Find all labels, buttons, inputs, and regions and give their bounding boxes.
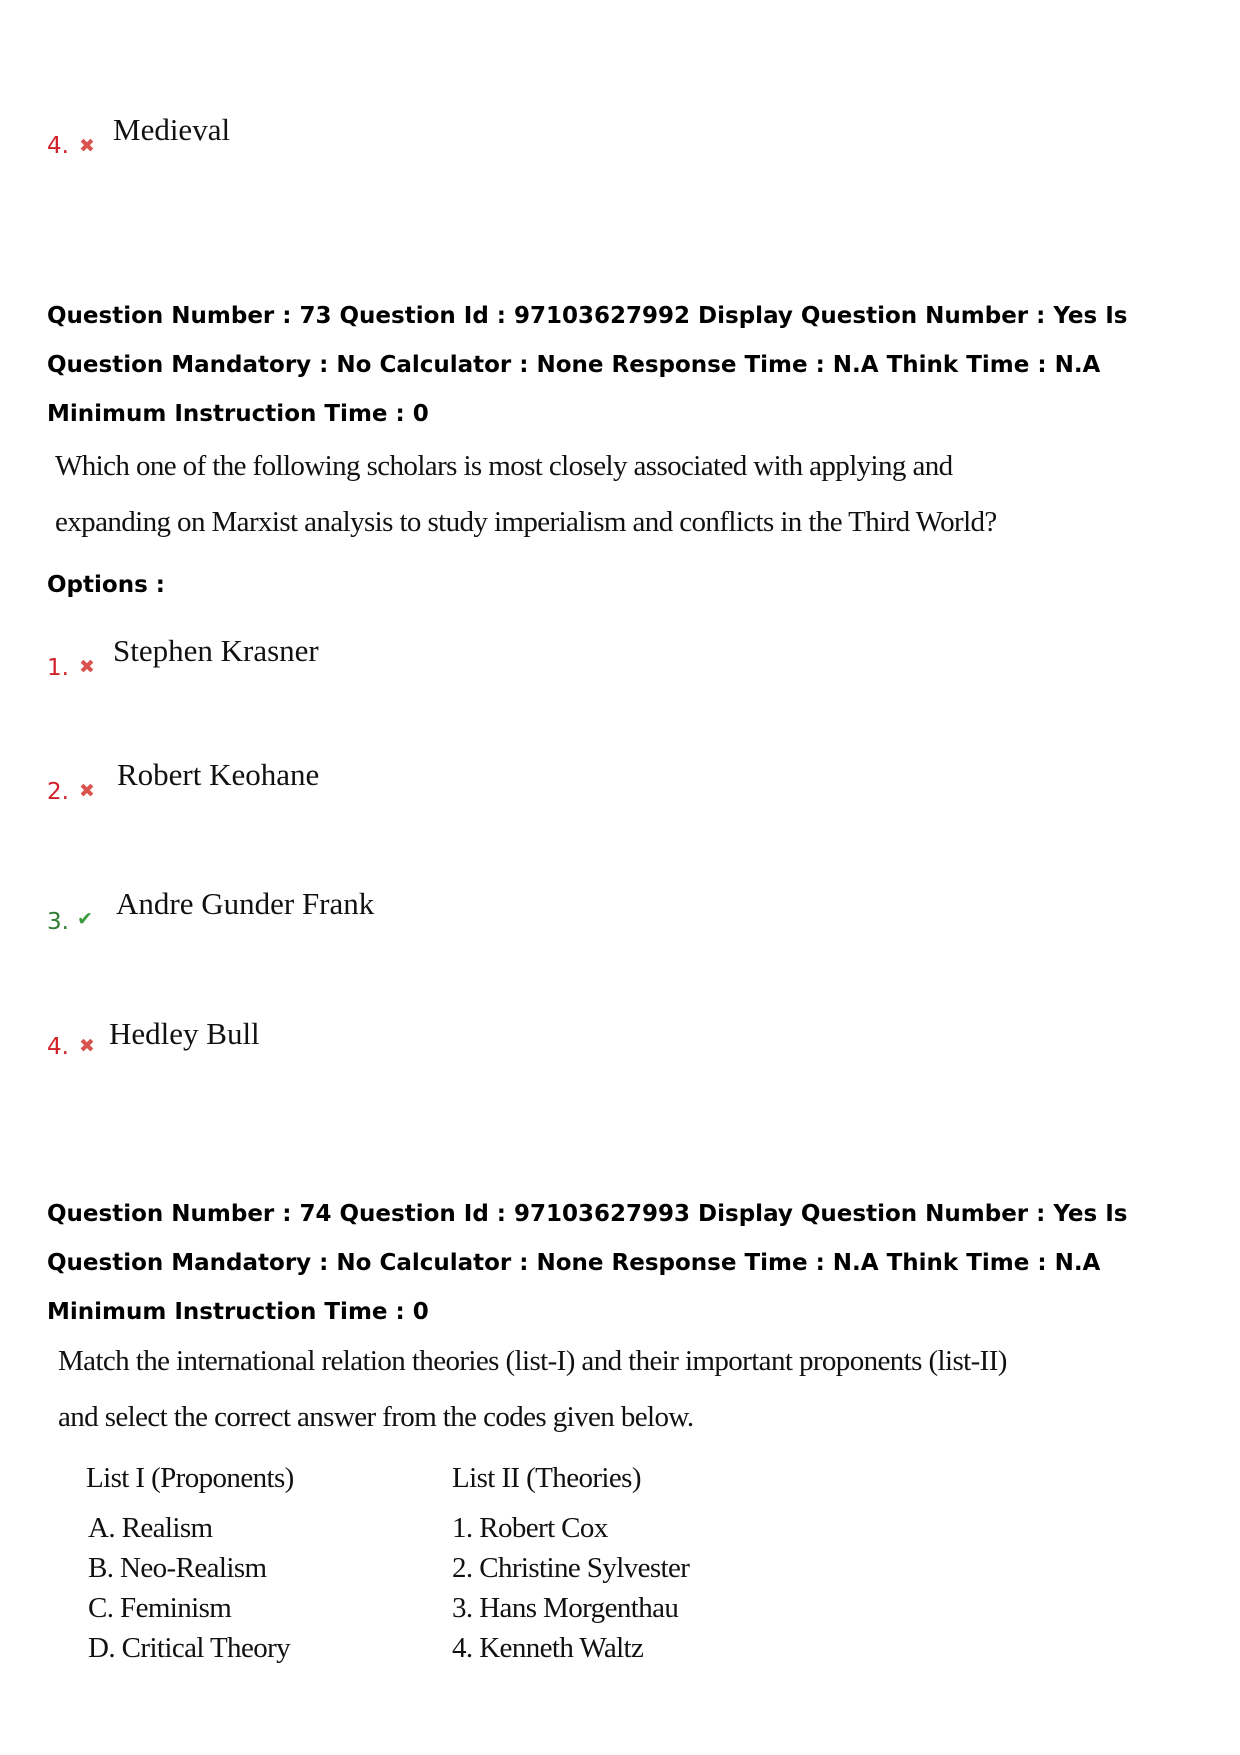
option-number: 3. [47, 909, 69, 935]
list-2-item: 4. Kenneth Waltz [452, 1632, 644, 1664]
question-74-text-line-1: Match the international relation theories (list-I) and their important proponents (list-II) [58, 1345, 1007, 1377]
question-73-text-line-1: Which one of the following scholars is most closely associated with applying and [55, 450, 953, 482]
list-1-item: C. Feminism [88, 1592, 232, 1624]
option-text: Hedley Bull [109, 1016, 260, 1051]
wrong-mark-icon: ✖ [79, 1035, 95, 1057]
option-text: Robert Keohane [117, 757, 320, 792]
option-number: 4. [47, 133, 69, 159]
wrong-mark-icon: ✖ [79, 135, 95, 157]
list-1-item: D. Critical Theory [88, 1632, 291, 1664]
option-text: Andre Gunder Frank [116, 886, 375, 921]
option-text: Medieval [113, 112, 231, 147]
option-text: Stephen Krasner [113, 633, 319, 668]
question-74-meta: Question Number : 74 Question Id : 97103627993 Display Question Number : Yes Is Question Mandatory : No Calculator : None Response Time : N.A Think Time : N.A Minimum Instruction Time : 0 [47, 1201, 1128, 1325]
list-1-item: B. Neo-Realism [88, 1552, 267, 1584]
wrong-mark-icon: ✖ [79, 656, 95, 678]
list-2-item: 3. Hans Morgenthau [452, 1592, 679, 1624]
list-2-header: List II (Theories) [452, 1462, 641, 1494]
correct-check-icon: ✔ [77, 908, 93, 930]
question-73-text-line-2: expanding on Marxist analysis to study imperialism and conflicts in the Third World? [55, 506, 997, 538]
list-2-item: 1. Robert Cox [452, 1512, 608, 1544]
question-74-text-line-2: and select the correct answer from the codes given below. [58, 1401, 694, 1433]
options-label: Options : [47, 572, 165, 598]
option-number: 4. [47, 1034, 69, 1060]
list-1-header: List I (Proponents) [86, 1462, 294, 1494]
wrong-mark-icon: ✖ [79, 780, 95, 802]
option-number: 1. [47, 655, 69, 681]
question-73-meta: Question Number : 73 Question Id : 97103627992 Display Question Number : Yes Is Question Mandatory : No Calculator : None Response Time : N.A Think Time : N.A Minimum Instruction Time : 0 [47, 303, 1128, 427]
list-2-item: 2. Christine Sylvester [452, 1552, 690, 1584]
option-number: 2. [47, 779, 69, 805]
list-1-item: A. Realism [88, 1512, 213, 1544]
